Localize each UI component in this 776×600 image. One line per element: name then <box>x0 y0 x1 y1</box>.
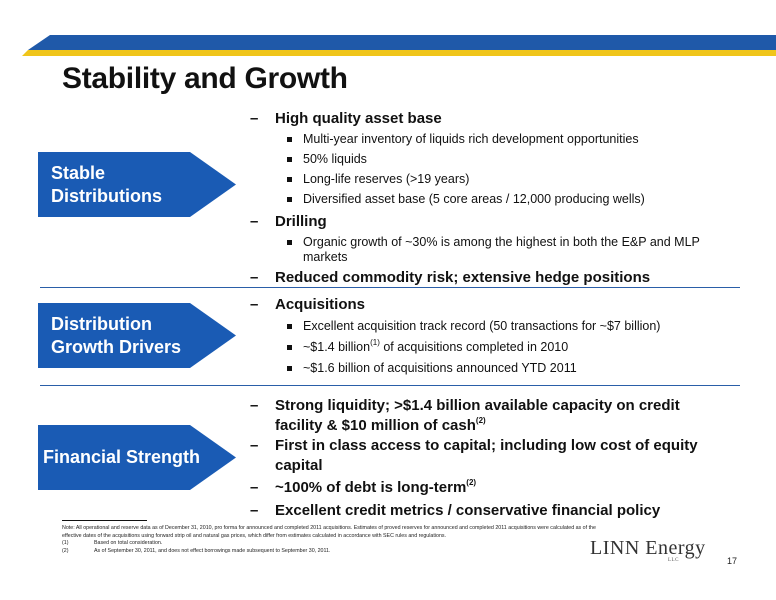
sub-bullet-text-cont: of acquisitions completed in 2010 <box>379 340 569 354</box>
sub-bullet <box>250 132 730 147</box>
sub-bullet <box>250 361 730 376</box>
header-band <box>0 0 776 60</box>
square-bullet-icon <box>287 177 292 182</box>
logo-text: LINN Energy <box>590 537 706 559</box>
dash-marker: – <box>250 437 259 454</box>
sub-bullet-text: ~$1.4 billion <box>303 340 371 354</box>
bullet-point <box>250 396 715 436</box>
section-content-stable <box>250 110 730 287</box>
footnote-item <box>62 548 602 556</box>
square-bullet-icon <box>287 137 292 142</box>
square-bullet-icon <box>287 240 292 245</box>
header-band-blue <box>28 35 776 50</box>
bullet-text: First in class access to capital; including low cost of equity capital <box>275 437 698 474</box>
footnote-item <box>62 540 602 548</box>
dash-marker: – <box>250 479 259 496</box>
bullet-text: Reduced commodity risk; extensive hedge positions <box>275 269 651 286</box>
section-label-line1: Stable <box>51 162 106 183</box>
arrow-financial-strength <box>38 425 238 490</box>
footnotes <box>62 525 602 555</box>
section-content-growth <box>250 296 730 376</box>
section-label-line1: Distribution <box>51 313 152 334</box>
section-divider <box>40 385 740 386</box>
logo-subtext: LLC <box>668 558 679 563</box>
dash-marker: – <box>250 213 259 230</box>
section-label <box>43 425 200 490</box>
bullet-point <box>250 110 730 128</box>
section-label-line1: Financial Strength <box>43 447 201 467</box>
footnote-note: Note: All operational and reserve data as of December 31, 2010, pro forma for announced and completed 2011 acquisitions. Estimates of proved reserves for announced and completed 2011 acquisitions were calculated as of the effective dates of the acquisitions using forward strip oil and natural gas prices, which differ from estimates calculated in accordance with SEC rules and regulations. <box>62 525 596 539</box>
footnote-rule <box>62 520 147 521</box>
footnote-marker: (2) <box>62 547 69 554</box>
dash-marker: – <box>250 269 259 286</box>
bullet-point <box>250 501 730 521</box>
company-logo <box>590 537 706 563</box>
section-label-line2: Growth Drivers <box>51 336 182 357</box>
bullet-text: Acquisitions <box>275 296 366 313</box>
bullet-text: ~100% of debt is long-term <box>275 479 467 496</box>
page-title: Stability and Growth <box>62 62 348 95</box>
sub-bullet-text: Multi-year inventory of liquids rich development opportunities <box>303 132 639 146</box>
bullet-text: High quality asset base <box>275 110 442 127</box>
sub-bullet-text: Diversified asset base (5 core areas / 12,000 producing wells) <box>303 192 645 206</box>
dash-marker: – <box>250 110 259 127</box>
section-label <box>51 303 181 368</box>
sub-bullet-text: Long-life reserves (>19 years) <box>303 172 470 186</box>
sub-bullet <box>250 172 730 187</box>
bullet-point <box>250 269 730 287</box>
sub-bullet <box>250 337 730 355</box>
bullet-text: Strong liquidity; >$1.4 billion available capacity on credit facility & $10 million of cash <box>275 397 680 434</box>
dash-marker: – <box>250 296 259 313</box>
footnote-text: Based on total consideration. <box>94 540 163 546</box>
arrow-distribution-growth <box>38 303 238 368</box>
sub-bullet <box>250 235 723 265</box>
footnote-ref: (2) <box>475 416 486 425</box>
square-bullet-icon <box>287 345 292 350</box>
square-bullet-icon <box>287 324 292 329</box>
section-label-line2: Distributions <box>51 185 162 206</box>
dash-marker: – <box>250 502 259 519</box>
header-band-yellow <box>22 50 776 56</box>
bullet-point <box>250 478 730 498</box>
dash-marker: – <box>250 397 259 414</box>
sub-bullet-text: Organic growth of ~30% is among the highest in both the E&P and MLP markets <box>303 235 700 264</box>
section-label <box>51 152 162 217</box>
arrow-stable-distributions <box>38 152 238 217</box>
section-divider <box>40 287 740 288</box>
footnote-ref: (2) <box>466 478 477 487</box>
footnote-ref: (1) <box>370 337 380 347</box>
bullet-text: Drilling <box>275 213 327 230</box>
sub-bullet-text: Excellent acquisition track record (50 transactions for ~$7 billion) <box>303 319 661 333</box>
bullet-text: Excellent credit metrics / conservative financial policy <box>275 502 661 519</box>
sub-bullet-text: ~$1.6 billion of acquisitions announced YTD 2011 <box>303 361 577 375</box>
section-content-financial <box>250 396 730 521</box>
square-bullet-icon <box>287 366 292 371</box>
bullet-point <box>250 296 730 314</box>
sub-bullet-text: 50% liquids <box>303 152 367 166</box>
footnote-marker: (1) <box>62 540 69 546</box>
sub-bullet <box>250 152 730 167</box>
bullet-point <box>250 436 715 476</box>
page-number: 17 <box>727 556 738 566</box>
sub-bullet <box>250 192 730 207</box>
sub-bullet <box>250 319 730 334</box>
bullet-point <box>250 213 730 231</box>
footnote-text: As of September 30, 2011, and does not effect borrowings made subsequent to September 30, 2011. <box>94 547 331 554</box>
square-bullet-icon <box>287 197 292 202</box>
square-bullet-icon <box>287 157 292 162</box>
